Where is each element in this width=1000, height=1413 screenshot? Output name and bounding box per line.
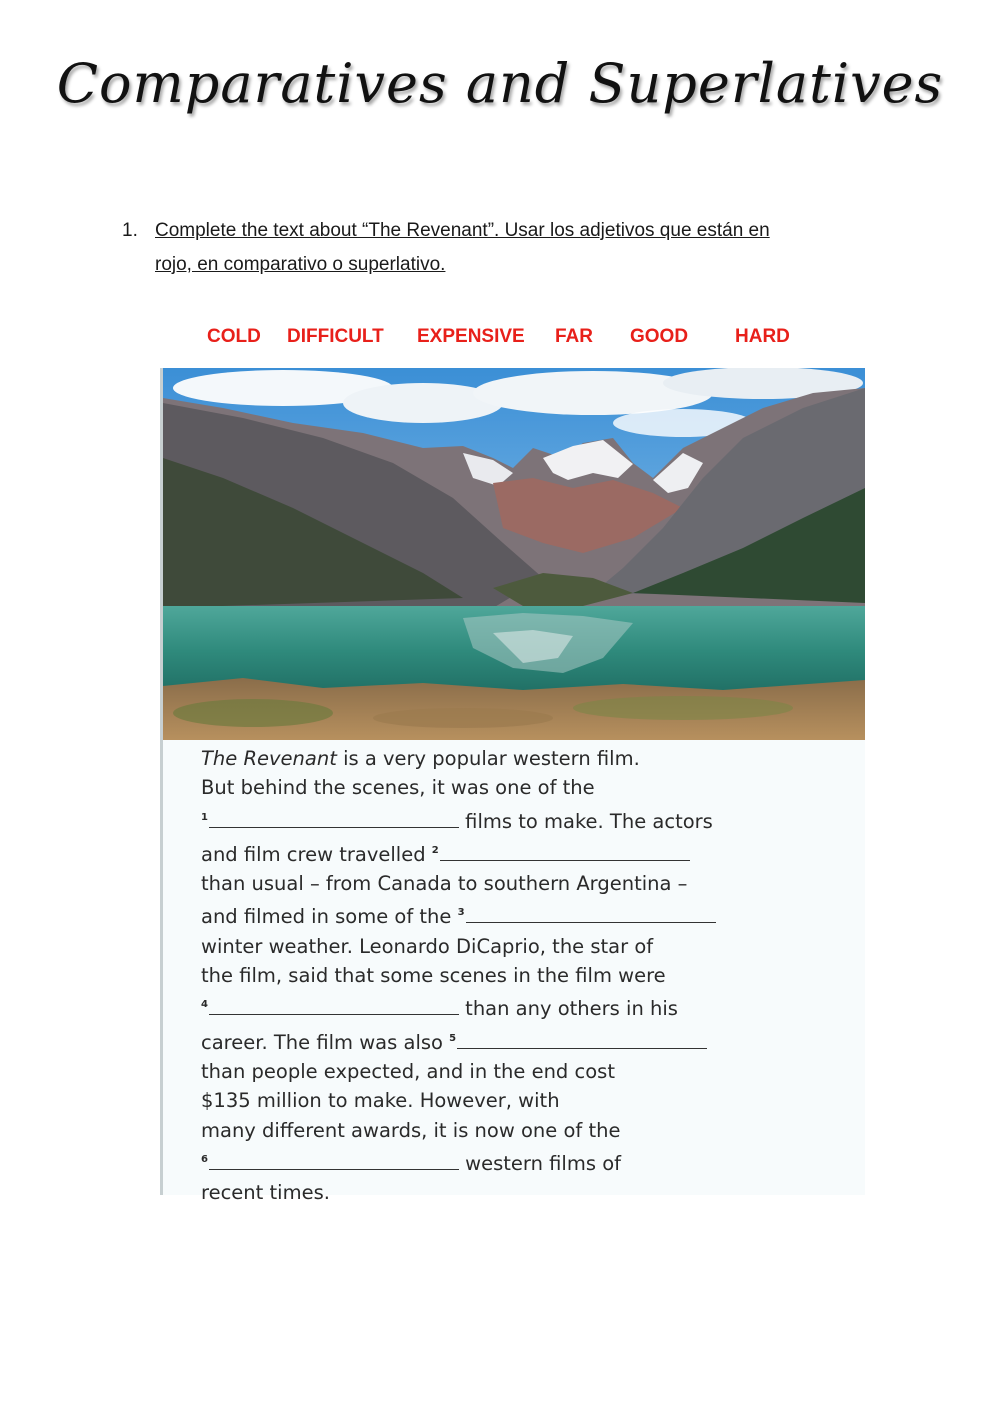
passage-line: and filmed in some of the <box>201 905 458 929</box>
answer-blank-3[interactable] <box>466 904 716 923</box>
mountain-lake-photo <box>163 368 865 740</box>
instruction-line-1: Complete the text about “The Revenant”. Usar los adjetivos que están en <box>155 220 770 241</box>
gap-number: 2 <box>431 844 439 856</box>
passage-line: $135 million to make. However, with <box>201 1089 560 1113</box>
word-difficult: DIFFICULT <box>287 326 384 347</box>
page-title: Comparatives and Superlatives <box>56 52 944 115</box>
word-far: FAR <box>555 326 593 347</box>
passage-line: films to make. The actors <box>458 809 713 833</box>
gap-number: 5 <box>449 1032 457 1044</box>
passage-line: recent times. <box>201 1181 330 1205</box>
gap-number: 6 <box>201 1153 208 1165</box>
exercise-instruction <box>122 214 882 282</box>
gap-number: 4 <box>201 999 208 1011</box>
answer-blank-1[interactable] <box>209 809 459 828</box>
word-hard: HARD <box>735 326 790 347</box>
answer-blank-4[interactable] <box>209 996 459 1015</box>
answer-blank-6[interactable] <box>209 1151 459 1170</box>
passage-line: than people expected, and in the end cost <box>201 1059 615 1083</box>
gap-number: 1 <box>201 811 208 823</box>
passage-line: career. The film was also <box>201 1030 450 1054</box>
answer-blank-5[interactable] <box>457 1030 707 1049</box>
passage-line: and film crew travelled <box>201 842 432 866</box>
textbook-excerpt <box>160 368 865 1205</box>
gap-number: 3 <box>457 907 465 919</box>
passage-line: than any others in his <box>458 997 678 1021</box>
word-expensive: EXPENSIVE <box>417 326 525 347</box>
passage-line: winter weather. Leonardo DiCaprio, the star of <box>201 934 654 958</box>
passage-line: the film, said that some scenes in the film were <box>201 964 666 988</box>
word-cold: COLD <box>207 326 261 347</box>
passage-text <box>201 744 761 1207</box>
passage-line: But behind the scenes, it was one of the <box>201 776 595 800</box>
passage-line: is a very popular western film. <box>336 747 640 770</box>
passage-line: many different awards, it is now one of the <box>201 1118 621 1142</box>
exercise-number: 1. <box>122 220 138 241</box>
passage-line: western films of <box>458 1151 621 1175</box>
word-good: GOOD <box>630 326 689 347</box>
passage-line: than usual – from Canada to southern Argentina – <box>201 872 688 896</box>
instruction-line-2: rojo, en comparativo o superlativo. <box>155 254 446 275</box>
answer-blank-2[interactable] <box>440 842 690 861</box>
film-title: The Revenant <box>201 747 337 770</box>
